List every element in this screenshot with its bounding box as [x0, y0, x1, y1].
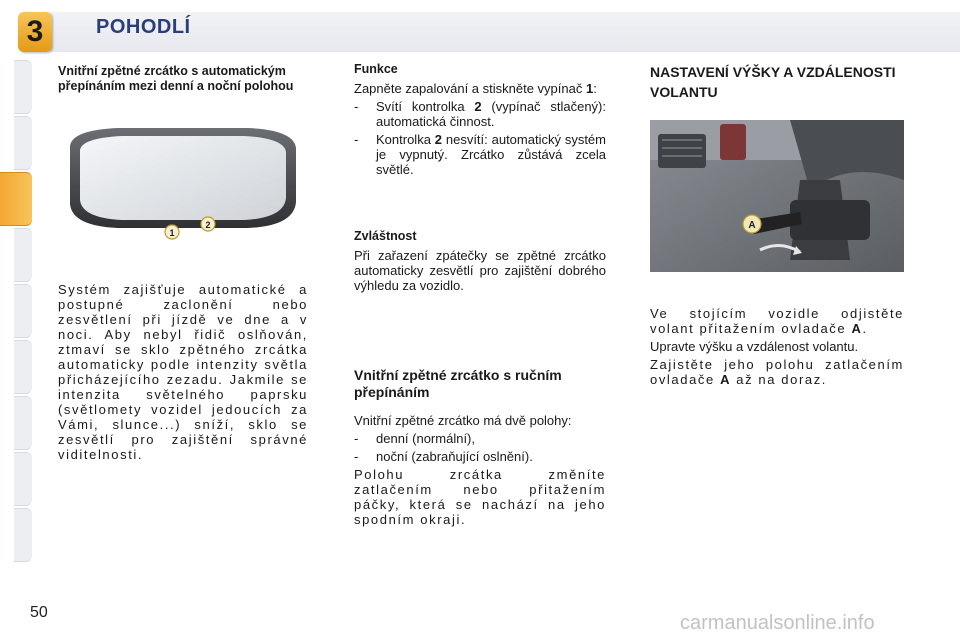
- chapter-tab[interactable]: [14, 284, 32, 338]
- auto-mirror-illustration: [58, 108, 308, 240]
- steering-step-2: Upravte výšku a vzdálenost volantu.: [650, 339, 859, 354]
- funkce-item: - Svítí kontrolka 2 (vypínač stlačený): automatická činnost.: [354, 99, 606, 129]
- chapter-badge: 3: [18, 12, 52, 52]
- chapter-tab[interactable]: [14, 508, 32, 562]
- chapter-tab[interactable]: [14, 60, 32, 114]
- auto-mirror-description: Systém zajišťuje automatické a postupné zaclonění nebo zesvětlení při jízdě ve dne a v noci. Aby nebyl řidič oslňován, ztmaví se sklo zpětného zrcátka automaticky podle intenzity světla přicházejícího zezadu. Jakmile se intenzita světelného paprsku (světlomety vozidel jedoucích za Vámi, slunce...) sníží, sklo se zesvětlí pro zajištění správné viditelnosti.: [58, 282, 308, 462]
- funkce-heading: Funkce: [354, 62, 398, 76]
- right-column: [650, 62, 904, 390]
- chapter-tab-active[interactable]: [0, 172, 32, 226]
- chapter-tab[interactable]: [14, 228, 32, 282]
- chapter-tab[interactable]: [14, 452, 32, 506]
- figure-label-1: 1: [169, 228, 175, 238]
- steering-step-3: Zajistěte jeho polohu zatlačením ovladače A až na doraz.: [650, 357, 904, 387]
- manual-item: - denní (normální),: [354, 431, 475, 446]
- chapter-tab[interactable]: [14, 340, 32, 394]
- steering-adjust-illustration: [650, 120, 904, 272]
- manual-item: - noční (zabraňující oslnění).: [354, 449, 533, 464]
- funkce-intro: Zapněte zapalování a stiskněte vypínač 1:: [354, 81, 597, 96]
- figure-label-a: A: [748, 220, 756, 231]
- steering-step-1: Ve stojícím vozidle odjistěte volant přitažením ovladače A.: [650, 306, 904, 336]
- figure-label-2: 2: [205, 220, 211, 230]
- manual-mirror-intro: Vnitřní zpětné zrcátko má dvě polohy:: [354, 413, 572, 428]
- page-number: 50: [30, 604, 48, 621]
- watermark: carmanualsonline.info: [680, 612, 875, 634]
- manual-mirror-body: Polohu zrcátka změníte zatlačením nebo přitažením páčky, která se nachází na jeho spodním okraji.: [354, 467, 606, 527]
- zvlastnost-body: Při zařazení zpátečky se zpětné zrcátko automaticky zesvětlí pro zajištění dobrého výhledu za vozidlo.: [354, 248, 606, 293]
- left-column: [58, 64, 308, 465]
- chapter-title: POHODLÍ: [96, 16, 191, 38]
- manual-mirror-heading: Vnitřní zpětné zrcátko s ručním přepínáním: [354, 367, 562, 400]
- zvlastnost-heading: Zvláštnost: [354, 229, 417, 243]
- funkce-item: - Kontrolka 2 nesvítí: automatický systém je vypnutý. Zrcátko zůstává zcela světlé.: [354, 132, 606, 177]
- chapter-tabs: [0, 60, 32, 580]
- auto-mirror-heading: Vnitřní zpětné zrcátko s automatickým přepínáním mezi denní a noční polohou: [58, 64, 294, 93]
- chapter-tab[interactable]: [14, 396, 32, 450]
- steering-heading: NASTAVENÍ VÝŠKY A VZDÁLENOSTI VOLANTU: [650, 64, 896, 100]
- chapter-tab[interactable]: [14, 116, 32, 170]
- middle-column: [354, 62, 606, 530]
